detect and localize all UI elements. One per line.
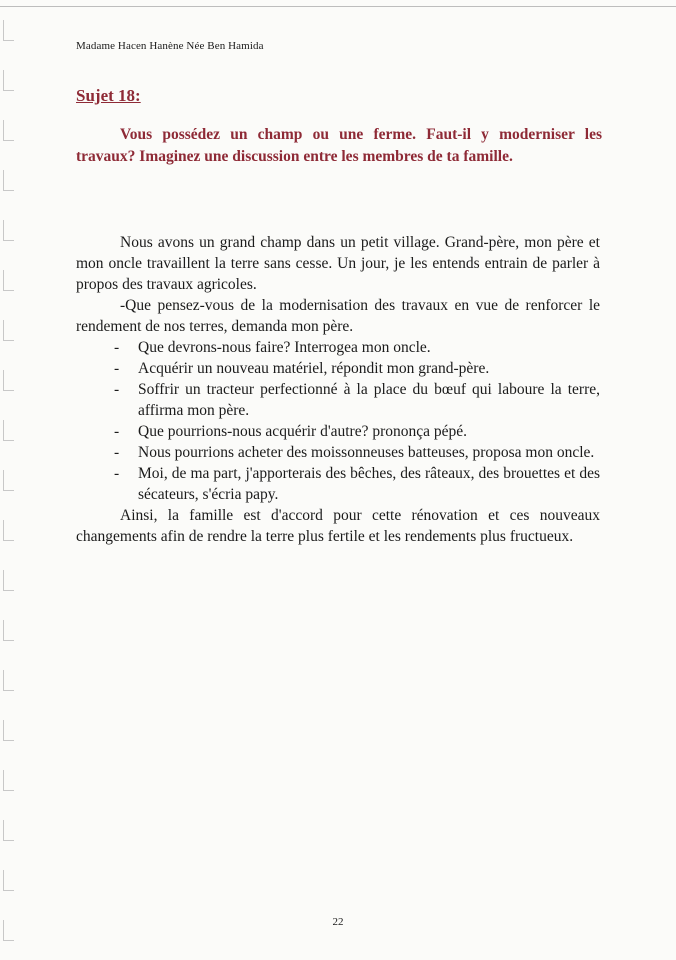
dialogue-text: Que devrons-nous faire? Interrogea mon oncle. xyxy=(138,339,431,356)
dialogue-item: - Acquérir un nouveau matériel, répondit mon grand-père. xyxy=(114,360,490,377)
opening-line: -Que pensez-vous de la modernisation des travaux en vue de renforcer le rendement de nos terres, demanda mon père. xyxy=(76,297,600,335)
subject-title: Sujet 18: xyxy=(76,86,141,105)
conclusion-paragraph: Ainsi, la famille est d'accord pour cette rénovation et ces nouveaux changements afin de rendre la terre plus fertile et les rendements plus fructueux. xyxy=(76,507,600,545)
dialogue-item: - Nous pourrions acheter des moissonneuses batteuses, proposa mon oncle. xyxy=(114,444,595,461)
subject-question: Vous possédez un champ ou une ferme. Faut-il y moderniser les travaux? Imaginez une discussion entre les membres de ta famille. xyxy=(76,126,602,165)
dialogue-item: - Que pourrions-nous acquérir d'autre? prononça pépé. xyxy=(114,423,468,440)
dialogue-text: Soffrir un tracteur perfectionné à la place du bœuf qui laboure la terre, affirma mon père. xyxy=(138,381,600,419)
binder-margin-marks xyxy=(3,20,15,940)
intro-paragraph: Nous avons un grand champ dans un petit village. Grand-père, mon père et mon oncle travaillent la terre sans cesse. Un jour, je les entends entrain de parler à propos des travaux agricoles. xyxy=(76,234,600,293)
page-number: 22 xyxy=(332,916,344,928)
dialogue-text: Nous pourrions acheter des moissonneuses batteuses, proposa mon oncle. xyxy=(138,444,595,461)
dialogue-item: - Soffrir un tracteur perfectionné à la place du bœuf qui laboure la terre, affirma mon père. xyxy=(114,381,600,419)
dialogue-text: Moi, de ma part, j'apporterais des bêches, des râteaux, des brouettes et des sécateurs, s'écria papy. xyxy=(138,465,600,503)
dialogue-item: - Que devrons-nous faire? Interrogea mon oncle. xyxy=(114,339,431,356)
essay-body xyxy=(76,232,600,547)
dialogue-list xyxy=(76,337,600,505)
top-rule xyxy=(0,6,676,7)
dialogue-text: Acquérir un nouveau matériel, répondit mon grand-père. xyxy=(138,360,490,377)
dialogue-item: - Moi, de ma part, j'apporterais des bêches, des râteaux, des brouettes et des sécateurs, s'écria papy. xyxy=(114,465,600,503)
author-header: Madame Hacen Hanène Née Ben Hamida xyxy=(76,40,264,52)
dialogue-text: Que pourrions-nous acquérir d'autre? prononça pépé. xyxy=(138,423,468,440)
